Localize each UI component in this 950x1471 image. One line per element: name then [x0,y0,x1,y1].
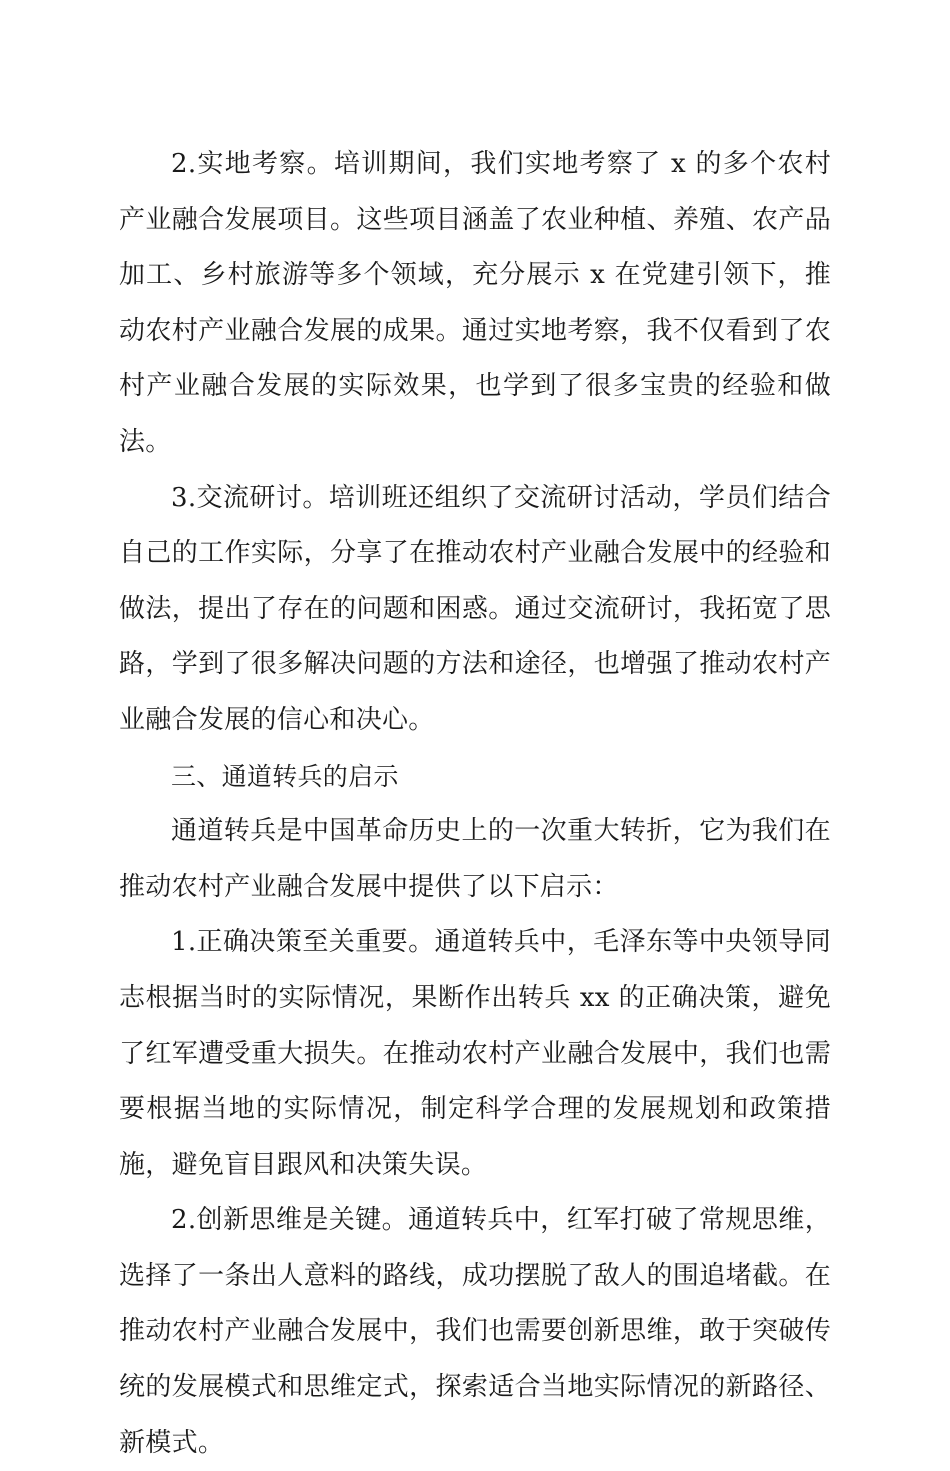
section-heading-tongdao: 三、通道转兵的启示 [171,761,399,791]
document-body [119,137,831,1471]
paragraph-tongdao-intro: 通道转兵是中国革命历史上的一次重大转折，它为我们在推动农村产业融合发展中提供了以下启示： [119,816,831,902]
paragraph-correct-decision: 1.正确决策至关重要。通道转兵中，毛泽东等中央领导同志根据当时的实际情况，果断作出转兵 xx 的正确决策，避免了红军遭受重大损失。在推动农村产业融合发展中，我们也需要根据当地的实际情况，制定科学合理的发展规划和政策措施，避免盲目跟风和决策失误。 [119,927,831,1180]
paragraph-innovative-thinking: 2.创新思维是关键。通道转兵中，红军打破了常规思维，选择了一条出人意料的路线，成功摆脱了敌人的围追堵截。在推动农村产业融合发展中，我们也需要创新思维，敢于突破传统的发展模式和思维定式，探索适合当地实际情况的新路径、新模式。 [119,1205,831,1458]
paragraph-field-inspection: 2.实地考察。培训期间，我们实地考察了 x 的多个农村产业融合发展项目。这些项目涵盖了农业种植、养殖、农产品加工、乡村旅游等多个领域，充分展示 x 在党建引领下，推动农村产业融合发展的成果。通过实地考察，我不仅看到了农村产业融合发展的实际效果，也学到了很多宝贵的经验和做法。 [119,149,831,457]
paragraph-exchange-discussion: 3.交流研讨。培训班还组织了交流研讨活动，学员们结合自己的工作实际，分享了在推动农村产业融合发展中的经验和做法，提出了存在的问题和困惑。通过交流研讨，我拓宽了思路，学到了很多解决问题的方法和途径，也增强了推动农村产业融合发展的信心和决心。 [119,482,831,735]
